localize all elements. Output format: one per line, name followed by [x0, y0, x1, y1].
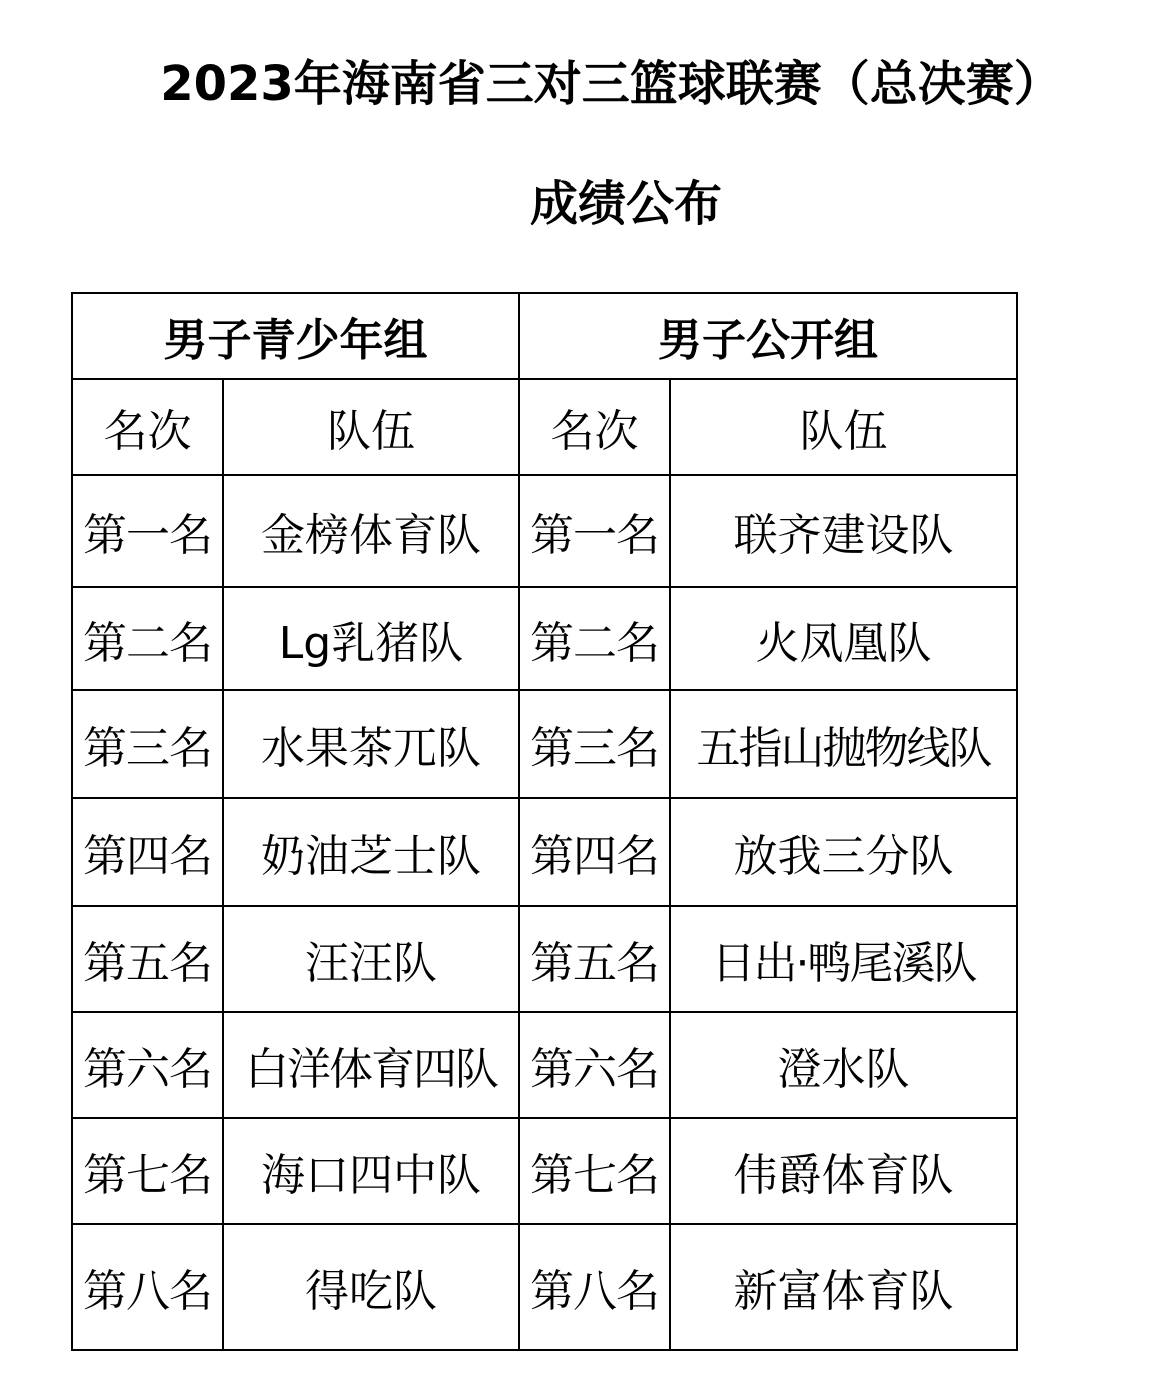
column-header-rank-open: 名次 — [519, 379, 670, 475]
rank-cell: 第三名 — [72, 690, 223, 798]
youth-team-cell: 水果茶兀队 — [223, 690, 519, 798]
rank-cell: 第二名 — [72, 587, 223, 690]
open-team-cell: 伟爵体育队 — [670, 1118, 1017, 1224]
table-row — [72, 1224, 1017, 1350]
rank-cell: 第四名 — [72, 798, 223, 906]
rank-cell: 第六名 — [519, 1012, 670, 1118]
column-header-team-open: 队伍 — [670, 379, 1017, 475]
document-title: 2023年海南省三对三篮球联赛（总决赛） — [160, 56, 1062, 112]
youth-team-cell: 得吃队 — [223, 1224, 519, 1350]
open-team-cell: 火凤凰队 — [670, 587, 1017, 690]
rank-cell: 第八名 — [519, 1224, 670, 1350]
rank-cell: 第二名 — [519, 587, 670, 690]
column-header-team-youth: 队伍 — [223, 379, 519, 475]
open-team-cell: 五指山抛物线队 — [670, 690, 1017, 798]
table-row — [72, 798, 1017, 906]
rank-cell: 第一名 — [72, 475, 223, 587]
youth-team-cell: 奶油芝士队 — [223, 798, 519, 906]
rank-cell: 第三名 — [519, 690, 670, 798]
open-team-cell: 日出·鸭尾溪队 — [670, 906, 1017, 1012]
youth-team-cell: Lg乳猪队 — [223, 587, 519, 690]
rank-cell: 第一名 — [519, 475, 670, 587]
table-row — [72, 475, 1017, 587]
open-team-cell: 澄水队 — [670, 1012, 1017, 1118]
group-header-open: 男子公开组 — [519, 293, 1017, 379]
rank-cell: 第七名 — [72, 1118, 223, 1224]
group-header-youth: 男子青少年组 — [72, 293, 519, 379]
results-table — [71, 292, 1018, 1351]
document-subtitle: 成绩公布 — [529, 176, 722, 232]
youth-team-cell: 海口四中队 — [223, 1118, 519, 1224]
open-team-cell: 联齐建设队 — [670, 475, 1017, 587]
table-row — [72, 1012, 1017, 1118]
column-header-row — [72, 379, 1017, 475]
table-row — [72, 906, 1017, 1012]
rank-cell: 第四名 — [519, 798, 670, 906]
rank-cell: 第七名 — [519, 1118, 670, 1224]
rank-cell: 第五名 — [519, 906, 670, 1012]
column-header-rank-youth: 名次 — [72, 379, 223, 475]
open-team-cell: 新富体育队 — [670, 1224, 1017, 1350]
open-team-cell: 放我三分队 — [670, 798, 1017, 906]
rank-cell: 第六名 — [72, 1012, 223, 1118]
rank-cell: 第八名 — [72, 1224, 223, 1350]
youth-team-cell: 金榜体育队 — [223, 475, 519, 587]
group-header-row — [72, 293, 1017, 379]
table-row — [72, 587, 1017, 690]
youth-team-cell: 汪汪队 — [223, 906, 519, 1012]
table-row — [72, 690, 1017, 798]
rank-cell: 第五名 — [72, 906, 223, 1012]
youth-team-cell: 白洋体育四队 — [223, 1012, 519, 1118]
table-row — [72, 1118, 1017, 1224]
